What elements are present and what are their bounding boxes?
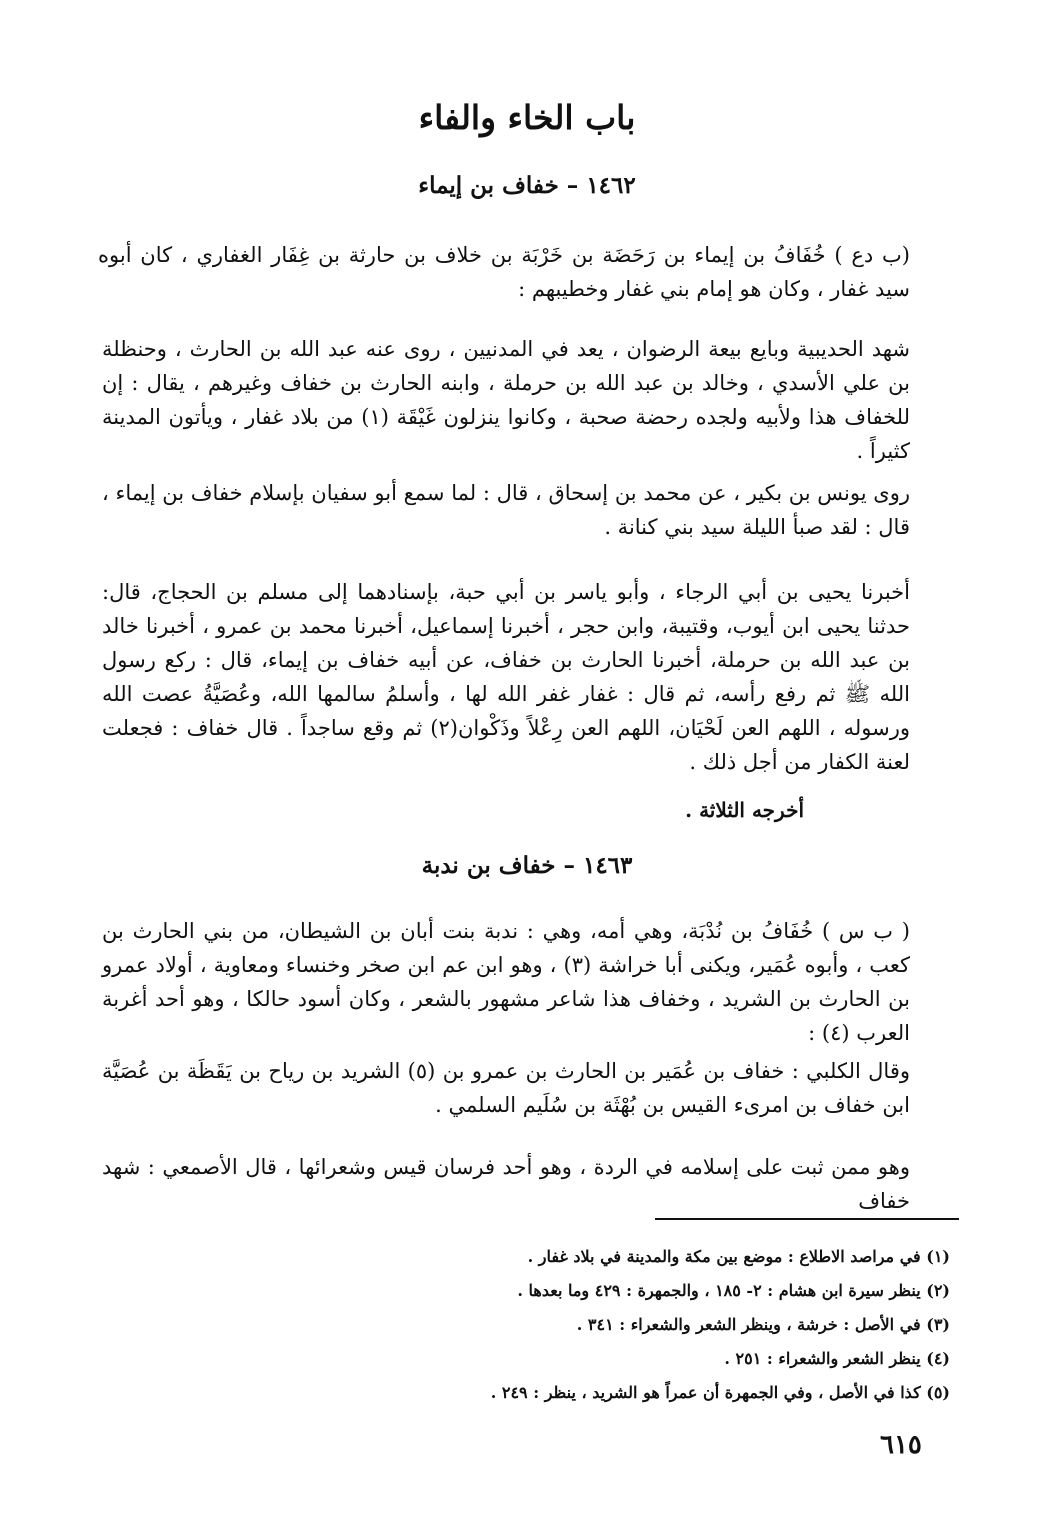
footnote-1: (١) في مراصد الاطلاع : موضع بين مكة والمدينة في بلاد غفار . — [527, 1247, 950, 1266]
entry-1463-paragraph-3: وهو ممن ثبت على إسلامه في الردة ، وهو أحد فرسان قيس وشعرائها ، قال الأصمعي : شهد خفاف — [102, 1155, 910, 1213]
entry-1462-source-note: أخرجه الثلاثة . — [685, 798, 804, 822]
footnotes — [380, 1240, 950, 1410]
entry-title-1462: ١٤٦٢ – خفاف بن إيماء — [418, 172, 636, 199]
entry-1462-paragraph-2: شهد الحديبية وبايع بيعة الرضوان ، يعد في المدنيين ، روى عنه عبد الله بن الحارث ، وحنظلة بن علي الأسدي ، وخالد بن عبد الله بن حرملة ، وابنه الحارث بن خفاف وغيرهم ، يقال : إن للخفاف هذا ولأبيه ولجده رحضة صحبة ، وكانوا ينزلون غَيْقَة (١) من بلاد غفار ، ويأتون المدينة كثيراً . — [102, 337, 911, 463]
footnote-2: (٢) ينظر سيرة ابن هشام : ٢- ١٨٥ ، والجمهرة : ٤٢٩ وما بعدها . — [517, 1281, 950, 1300]
footnote-5: (٥) كذا في الأصل ، وفي الجمهرة أن عمراً هو الشريد ، ينظر : ٢٤٩ . — [490, 1383, 950, 1402]
entry-title-1463: ١٤٦٣ – خفاف بن ندبة — [421, 852, 633, 879]
chapter-title: باب الخاء والفاء — [418, 98, 636, 137]
footnote-4: (٤) ينظر الشعر والشعراء : ٢٥١ . — [724, 1349, 950, 1368]
entry-1462-paragraph-3: روى يونس بن بكير ، عن محمد بن إسحاق ، قال : لما سمع أبو سفيان بإسلام خفاف بن إيماء ، قال : لقد صبأ الليلة سيد بني كنانة . — [102, 481, 910, 539]
footnote-3: (٣) في الأصل : خرشة ، وينظر الشعر والشعراء : ٣٤١ . — [576, 1315, 950, 1334]
footnote-divider — [655, 1218, 959, 1220]
entry-1462-paragraph-1: (ب دع ) خُفَافُ بن إيماء بن رَحَضَة بن خَرْبَة بن خلاف بن حارثة بن غِفَار الغفاري ، كان أبوه سيد غفار ، وكان هو إمام بني غفار وخطيبهم : — [98, 243, 910, 301]
entry-1463-paragraph-1: ( ب س ) خُفَافُ بن نُدْبَة، وهي أمه، وهي : ندبة بنت أبان بن الشيطان، من بني الحارث بن كعب ، وأبوه عُمَير، ويكنى أبا خراشة (٣) ، وهو ابن عم ابن صخر وخنساء ومعاوية ، أولاد عمرو بن الحارث بن الشريد ، وخفاف هذا شاعر مشهور بالشعر ، وكان أسود حالكا ، وهو أحد أغربة العرب (٤) : — [102, 919, 911, 1045]
page-number: ٦١٥ — [880, 1430, 922, 1460]
entry-1462-paragraph-4: أخبرنا يحيى بن أبي الرجاء ، وأبو ياسر بن أبي حبة، بإسنادهما إلى مسلم بن الحجاج، قال: حدثنا يحيى ابن أيوب، وقتيبة، وابن حجر ، أخبرنا إسماعيل، أخبرنا محمد بن عمرو ، أخبرنا خالد بن عبد الله بن حرملة، أخبرنا الحارث بن خفاف، عن أبيه خفاف بن إيماء، قال : ركع رسول الله ﷺ ثم رفع رأسه، ثم قال : غفار غفر الله لها ، وأسلمُ سالمها الله، وعُصَيَّةُ عصت الله ورسوله ، اللهم العن لَحْيَان، اللهم العن رِعْلاً وذَكْوان(٢) ثم وقع ساجداً . قال خفاف : فجعلت لعنة الكفار من أجل ذلك . — [102, 580, 911, 774]
entry-1463-paragraph-2: وقال الكلبي : خفاف بن عُمَير بن الحارث بن عمرو بن (٥) الشريد بن رياح بن يَقَظَة بن عُصَيَّة ابن خفاف بن امرىء القيس بن بُهْثَة بن سُلَيم السلمي . — [102, 1059, 910, 1117]
